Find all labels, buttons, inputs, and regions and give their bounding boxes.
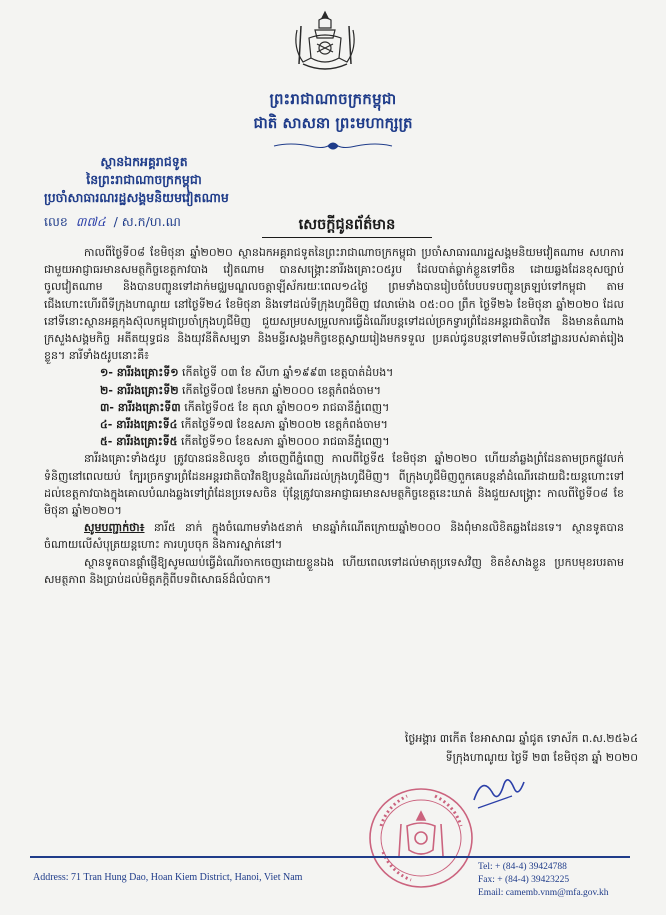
list-item [100,416,624,433]
list-item [100,382,624,399]
ornament-divider-icon [270,140,396,152]
reference-label: លេខ [44,214,68,229]
note-label: សូមបញ្ជាក់ថា៖ [84,521,145,535]
reference-number: ៣៧៤ [75,214,106,229]
victim-detail: កើតថ្ងៃទី១៧ ខែឧសភា ឆ្នាំ២០០២ ខេត្តកំពង់ចាម។ [180,418,388,432]
list-item [100,399,624,416]
document-heading: សេចក្តីជូនព័ត៌មាន [262,216,432,238]
signature-icon [468,770,528,816]
list-item [100,364,624,381]
victim-detail: កើតថ្ងៃទី០៧ ខែមករា ឆ្នាំ២០០០ ខេត្តកំពង់ចាម។ [182,383,381,397]
victim-label: ១- នារីរងគ្រោះទី១ [100,366,179,380]
national-motto: ជាតិ សាសនា ព្រះមហាក្សត្រ [253,114,413,132]
paragraph-note [44,519,624,553]
paragraph-details: នារីរងគ្រោះទាំង៥រូប ត្រូវបានជនខិលខូច នាំចេញពីភ្នំពេញ កាលពីថ្ងៃទី៥ ខែមិថុនា ឆ្នាំ២០២០ ហើយនាំឆ្លងព្រំដែនតាមច្រកផ្លូវលក់ទំនិញនៅពេលយប់ ក្បែរច្រកទ្វារព្រំដែនអន្តរជាតិបាវិតឱ្យបន្តដំណើរដល់ក្រុងហូជីមិញ។ ពីក្រុងហូជីមិញពួកគេបន្តនាំដំណើរដោយជិះយន្តហោះទៅដល់ខេត្តកាវបាងក្នុងគោលបំណងឆ្លងទៅព្រំដែនប្រទេសចិន ប៉ុន្តែត្រូវបានអាជ្ញាធរមានសមត្ថកិច្ចខេត្តនេះឃាត់ និងជួយសង្គ្រោះ កាលពីថ្ងៃទី០៨ ខែមិថុនា ឆ្នាំ២០២០។ [44,452,624,518]
footer-tel: Tel: + (84-4) 39424788 [478,862,567,872]
date-solar: ទីក្រុងហាណូយ ថ្ងៃទី ២៣ ខែមិថុនា ឆ្នាំ ២០២០ [445,751,638,764]
victim-label: ៤- នារីរងគ្រោះទី៤ [100,418,178,432]
footer-email: Email: camemb.vnm@mfa.gov.kh [478,888,609,898]
reference-line [44,214,264,236]
royal-emblem-icon [289,8,361,76]
paragraph-intro: កាលពីថ្ងៃទី០៨ ខែមិថុនា ឆ្នាំ២០២០ ស្ថានឯកអគ្គរាជទូតនៃព្រះរាជាណាចក្រកម្ពុជា ប្រចាំសាធារណរដ្ឋសង្គមនិយមវៀតណាម សហការជាមួយអាជ្ញាធរមានសមត្ថកិច្ចខេត្តកាវបាង វៀតណាម បានសង្គ្រោះនារីរងគ្រោះ០៥រូប ដែលបាត់ធ្លាក់ខ្លួនទៅចិន ដោយឆ្លងដែនខុសច្បាប់ចូលវៀតណាម និងបានបញ្ជូនទៅដាក់មជ្ឈមណ្ឌលចត្តាឡីស័ករយៈពេល១៤ថ្ងៃ ព្រមទាំងបានរៀបចំបែបបទបញ្ជូនត្រឡប់ទៅកម្ពុជា តាមជើងហោះហើរពីទីក្រុងហាណូយ នៅថ្ងៃទី២៤ ខែមិថុនា និងទៅដល់ទីក្រុងហូជីមិញ វេលាម៉ោង ០៥:០០ ព្រឹក ថ្ងៃទី២៦ ខែមិថុនា ឆ្នាំ២០២០ ដែលនៅទីនោះស្ថានអគ្គកុងស៊ុលកម្ពុជាប្រចាំក្រុងហូជីមិញ ជួយសម្របសម្រួលការធ្វើដំណើរបន្តទៅដល់ច្រកទ្វារព្រំដែនអន្តរជាតិបាវិត និងមានតំណាងក្រសួងសង្គមកិច្ច អតីតយុទ្ធជន និងយុវនីតិសម្បទា និងមន្ទីរសង្គមកិច្ចខេត្តស្វាយរៀងមកទទួល ប្រគល់ជូនបន្តទៅតាមទីលំនៅដ្ឋានរបស់គាត់រៀងខ្លួន។ នារីទាំង៥រូបនោះគឺ៖ [44,246,624,363]
sender-line-3: ប្រចាំសាធារណរដ្ឋសង្គមនិយមវៀតណាម [44,190,229,205]
victim-label: ៣- នារីរងគ្រោះទី៣ [100,400,181,414]
official-seal-icon [367,786,475,890]
victim-detail: កើតថ្ងៃទី០៥ ខែ តុលា ឆ្នាំ២០០១ រាជធានីភ្នំពេញ។ [184,400,390,414]
footer-divider [30,856,630,858]
note-text: នារី៥ នាក់ ក្នុងចំណោមទាំង៥នាក់ មានឆ្នាំកំណើតក្រោយឆ្នាំ២០០០ និងពុំមានលិខិតឆ្លងដែនទេ។ ស្ថានទូតបានចំណាយលើសំបុត្រយន្តហោះ ការហូបចុក និងការស្នាក់នៅ។ [44,521,625,552]
date-lunar: ថ្ងៃអង្គារ ៣កើត ខែអាសាឍ ឆ្នាំជូត ទោស័ក ព.ស.២៥៦៤ [404,732,638,745]
footer-contact [478,861,658,900]
document-body [44,244,624,588]
sender-embassy [44,153,334,207]
footer-address: Address: 71 Tran Hung Dao, Hoan Kiem District, Hanoi, Viet Nam [33,872,303,883]
victim-detail: កើតថ្ងៃទី១០ ខែឧសភា ឆ្នាំ២០០០ រាជធានីភ្នំពេញ។ [180,435,390,449]
victim-list [44,364,624,450]
victim-label: ៥- នារីរងគ្រោះទី៥ [100,435,178,449]
victim-detail: កើតថ្ងៃទី ០៣ ខែ សីហា ឆ្នាំ១៩៩៣ ខេត្តបាត់ដំបង។ [182,366,394,380]
victim-label: ២- នារីរងគ្រោះទី២ [100,383,179,397]
paragraph-closing: ស្ថានទូតបានផ្តាំផ្ញើឱ្យសូមឈប់ធ្វើដំណើរចាកចេញដោយខ្លួនឯង ហើយពេលទៅដល់មាតុប្រទេសវិញ ខិតខំសាងខ្លួន ប្រកបមុខរបរតាមសមត្ថភាព និងប្រាប់ដល់មិត្តភក្តិពីបទពិសោធន៍ដ៏លំបាក។ [44,555,624,586]
list-item [100,433,624,450]
sender-line-2: នៃព្រះរាជាណាចក្រកម្ពុជា [86,172,202,187]
footer-fax: Fax: + (84-4) 39423225 [478,875,570,885]
kingdom-title: ព្រះរាជាណាចក្រកម្ពុជា [269,90,397,108]
sender-line-1: ស្ថានឯកអគ្គរាជទូត [100,154,188,169]
reference-suffix: / ស.ក/ហ.ណ [113,214,181,229]
